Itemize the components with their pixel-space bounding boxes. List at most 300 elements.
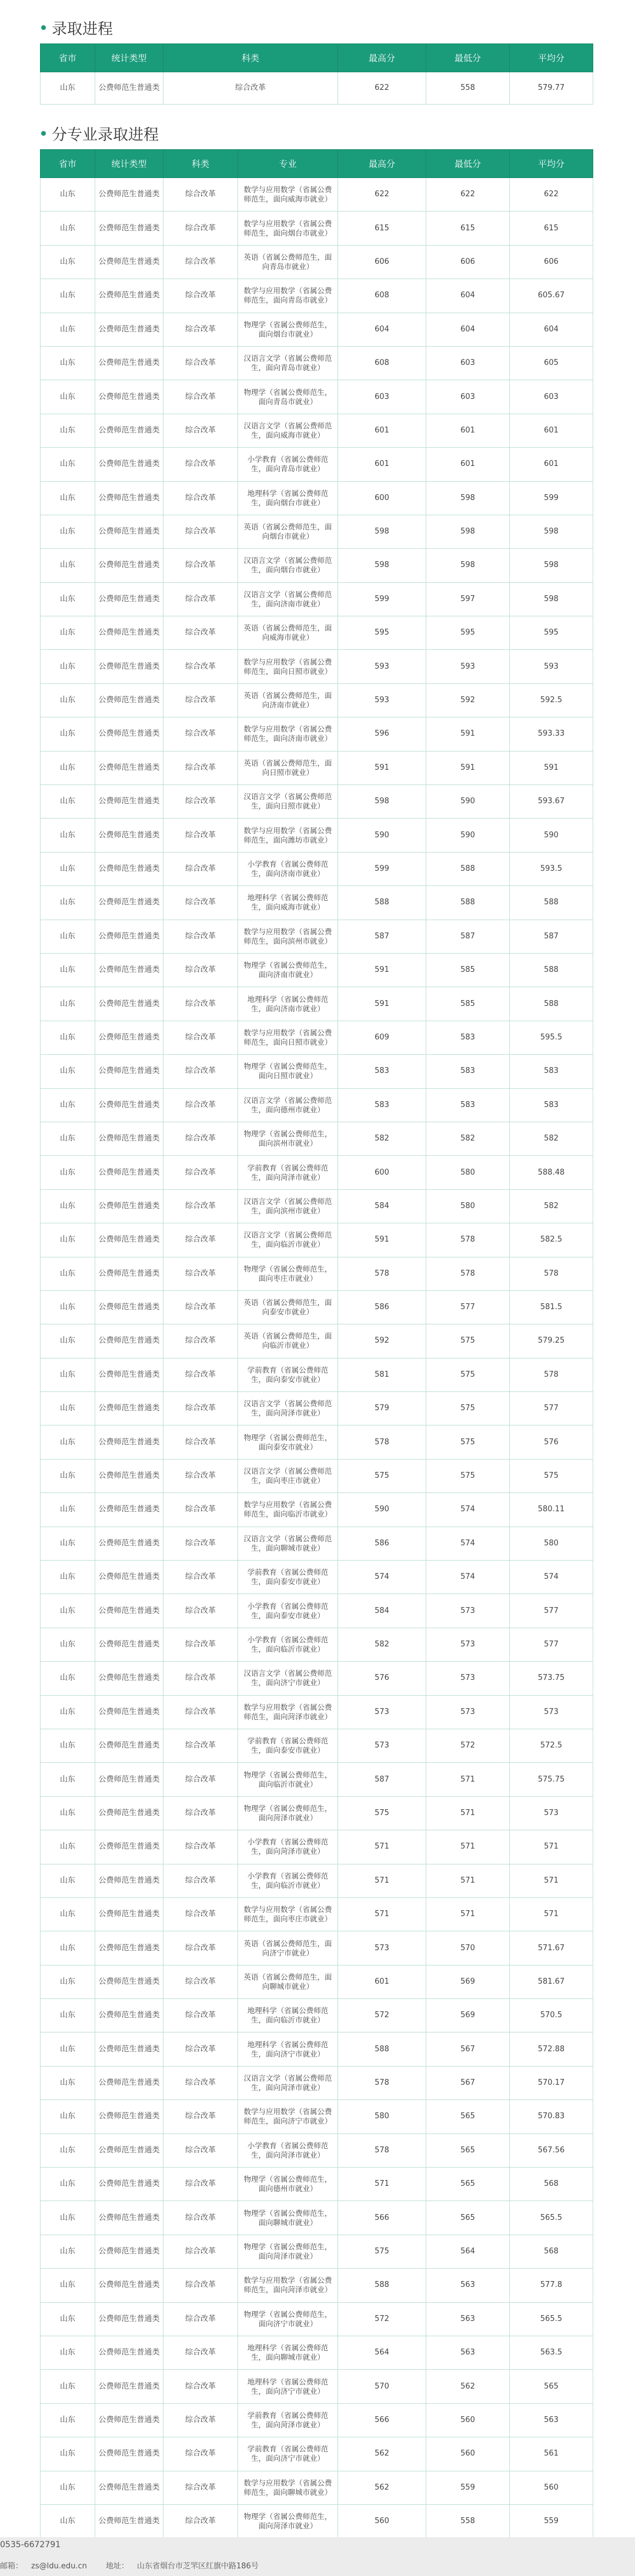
table-cell: 595 bbox=[426, 616, 510, 650]
table-cell: 583 bbox=[338, 1055, 426, 1088]
table-row bbox=[41, 2302, 593, 2336]
table-cell: 物理学（省属公费师范生，面向青岛市就业） bbox=[238, 380, 338, 414]
table-cell: 汉语言文学（省属公费师范生，面向菏泽市就业） bbox=[238, 1392, 338, 1425]
table-cell: 汉语言文学（省属公费师范生，面向聊城市就业） bbox=[238, 1527, 338, 1560]
table-cell: 山东 bbox=[41, 2201, 95, 2235]
table-cell: 603 bbox=[426, 346, 510, 380]
table-cell: 综合改革 bbox=[163, 178, 238, 212]
table-row bbox=[41, 1392, 593, 1425]
table-cell: 570.83 bbox=[510, 2100, 593, 2134]
table-cell: 公费师范生普通类 bbox=[95, 2370, 163, 2403]
table-cell: 综合改革 bbox=[163, 1358, 238, 1391]
table-row bbox=[41, 414, 593, 447]
table-cell: 公费师范生普通类 bbox=[95, 886, 163, 920]
table-cell: 数学与应用数学（省属公费师范生，面向威海市就业） bbox=[238, 178, 338, 212]
table-row bbox=[41, 2437, 593, 2471]
table-row bbox=[41, 650, 593, 683]
table-cell: 综合改革 bbox=[163, 1931, 238, 1965]
table-cell: 综合改革 bbox=[163, 683, 238, 717]
table-cell: 综合改革 bbox=[163, 1763, 238, 1796]
table-cell: 物理学（省属公费师范生，面向泰安市就业） bbox=[238, 1425, 338, 1459]
table-cell: 582 bbox=[510, 1189, 593, 1223]
table-row bbox=[41, 72, 593, 105]
email-label: 邮箱： bbox=[0, 2562, 24, 2571]
table-cell: 593 bbox=[510, 650, 593, 683]
table-cell: 573 bbox=[510, 1796, 593, 1830]
table-cell: 公费师范生普通类 bbox=[95, 2471, 163, 2504]
table-cell: 564 bbox=[338, 2336, 426, 2370]
table-cell: 公费师范生普通类 bbox=[95, 1055, 163, 1088]
table-cell: 公费师范生普通类 bbox=[95, 717, 163, 751]
table-row bbox=[41, 1662, 593, 1695]
table-cell: 综合改革 bbox=[163, 1459, 238, 1492]
table-row bbox=[41, 582, 593, 616]
table-cell: 571 bbox=[338, 1897, 426, 1931]
table-cell: 数学与应用数学（省属公费师范生，面向日照市就业） bbox=[238, 650, 338, 683]
table-cell: 587 bbox=[426, 920, 510, 953]
table-cell: 598 bbox=[338, 515, 426, 548]
table-cell: 综合改革 bbox=[163, 1965, 238, 1998]
table-cell: 603 bbox=[338, 380, 426, 414]
table-row bbox=[41, 1999, 593, 2032]
table-cell: 山东 bbox=[41, 1425, 95, 1459]
table-cell: 608 bbox=[338, 346, 426, 380]
table-cell: 593 bbox=[426, 650, 510, 683]
table-cell: 数学与应用数学（省属公费师范生，面向济宁市就业） bbox=[238, 2100, 338, 2134]
footer-email bbox=[0, 2562, 95, 2571]
table-cell: 数学与应用数学（省属公费师范生，面向聊城市就业） bbox=[238, 2471, 338, 2504]
table-cell: 公费师范生普通类 bbox=[95, 1931, 163, 1965]
table-cell: 山东 bbox=[41, 1324, 95, 1358]
table-cell: 573 bbox=[338, 1931, 426, 1965]
table-cell: 581.67 bbox=[510, 1965, 593, 1998]
table-cell: 576 bbox=[510, 1425, 593, 1459]
table-row bbox=[41, 1055, 593, 1088]
table-cell: 山东 bbox=[41, 1088, 95, 1122]
table-cell: 汉语言文学（省属公费师范生，面向济宁市就业） bbox=[238, 1662, 338, 1695]
table-cell: 公费师范生普通类 bbox=[95, 852, 163, 886]
table-cell: 小学教育（省属公费师范生，面向菏泽市就业） bbox=[238, 1830, 338, 1864]
table-cell: 575 bbox=[510, 1459, 593, 1492]
table-cell: 英语（省属公费师范生，面向济宁市就业） bbox=[238, 1931, 338, 1965]
table-row bbox=[41, 2168, 593, 2201]
table-cell: 591 bbox=[426, 717, 510, 751]
table-cell: 572.88 bbox=[510, 2032, 593, 2066]
table-cell: 综合改革 bbox=[163, 717, 238, 751]
table-cell: 公费师范生普通类 bbox=[95, 1088, 163, 1122]
table-cell: 山东 bbox=[41, 2032, 95, 2066]
table-cell: 563 bbox=[510, 2403, 593, 2437]
table-cell: 数学与应用数学（省属公费师范生，面向菏泽市就业） bbox=[238, 2269, 338, 2302]
table-cell: 578 bbox=[426, 1257, 510, 1290]
table-cell: 567 bbox=[426, 2066, 510, 2099]
table-cell: 公费师范生普通类 bbox=[95, 2066, 163, 2099]
table-cell: 山东 bbox=[41, 448, 95, 481]
table-cell: 山东 bbox=[41, 1864, 95, 1897]
table-cell: 598 bbox=[338, 549, 426, 582]
table-cell: 学前教育（省属公费师范生，面向泰安市就业） bbox=[238, 1561, 338, 1594]
table-cell: 565.5 bbox=[510, 2201, 593, 2235]
table-cell: 公费师范生普通类 bbox=[95, 346, 163, 380]
table-cell: 公费师范生普通类 bbox=[95, 448, 163, 481]
table-cell: 综合改革 bbox=[163, 1088, 238, 1122]
table-cell: 578 bbox=[510, 1358, 593, 1391]
table-cell: 604 bbox=[510, 313, 593, 346]
table-cell: 573 bbox=[426, 1662, 510, 1695]
table-cell: 小学教育（省属公费师范生，面向泰安市就业） bbox=[238, 1594, 338, 1628]
table-cell: 综合改革 bbox=[163, 72, 338, 105]
table-cell: 物理学（省属公费师范生，面向日照市就业） bbox=[238, 1055, 338, 1088]
table-cell: 571 bbox=[510, 1897, 593, 1931]
table-cell: 583 bbox=[510, 1088, 593, 1122]
table-cell: 山东 bbox=[41, 346, 95, 380]
table-row bbox=[41, 448, 593, 481]
column-header: 省市 bbox=[41, 150, 95, 178]
table-cell: 综合改革 bbox=[163, 279, 238, 313]
table-cell: 598 bbox=[510, 549, 593, 582]
table-row bbox=[41, 2235, 593, 2268]
table-cell: 571 bbox=[510, 1830, 593, 1864]
table-cell: 592.5 bbox=[510, 683, 593, 717]
table-cell: 综合改革 bbox=[163, 245, 238, 279]
table-cell: 565 bbox=[510, 2370, 593, 2403]
table-cell: 571 bbox=[426, 1864, 510, 1897]
table-cell: 593.33 bbox=[510, 717, 593, 751]
table-cell: 588 bbox=[338, 886, 426, 920]
table-cell: 582 bbox=[510, 1122, 593, 1155]
table-cell: 地理科学（省属公费师范生，面向济宁市就业） bbox=[238, 2032, 338, 2066]
table-cell: 622 bbox=[426, 178, 510, 212]
table-cell: 575 bbox=[426, 1425, 510, 1459]
table-cell: 公费师范生普通类 bbox=[95, 616, 163, 650]
table-row bbox=[41, 1931, 593, 1965]
table-cell: 591 bbox=[338, 1223, 426, 1257]
table-cell: 615 bbox=[426, 212, 510, 245]
table-cell: 公费师范生普通类 bbox=[95, 1763, 163, 1796]
table-cell: 综合改革 bbox=[163, 515, 238, 548]
table-cell: 公费师范生普通类 bbox=[95, 1628, 163, 1661]
table-cell: 573 bbox=[426, 1594, 510, 1628]
table-cell: 601 bbox=[510, 414, 593, 447]
table-cell: 山东 bbox=[41, 717, 95, 751]
table-cell: 582 bbox=[426, 1122, 510, 1155]
admission-progress-section bbox=[40, 12, 593, 105]
table-cell: 山东 bbox=[41, 1931, 95, 1965]
table-cell: 公费师范生普通类 bbox=[95, 1965, 163, 1998]
table-row bbox=[41, 987, 593, 1021]
table-cell: 物理学（省属公费师范生，面向烟台市就业） bbox=[238, 313, 338, 346]
table-cell: 567.56 bbox=[510, 2134, 593, 2167]
table-cell: 568 bbox=[510, 2235, 593, 2268]
table-cell: 609 bbox=[338, 1021, 426, 1054]
table-cell: 578 bbox=[426, 1223, 510, 1257]
table-cell: 山东 bbox=[41, 1459, 95, 1492]
table-cell: 570.17 bbox=[510, 2066, 593, 2099]
table-cell: 585 bbox=[426, 953, 510, 987]
table-cell: 英语（省属公费师范生，面向济南市就业） bbox=[238, 683, 338, 717]
table-cell: 592 bbox=[426, 683, 510, 717]
table-cell: 588 bbox=[426, 886, 510, 920]
table-cell: 571 bbox=[426, 1830, 510, 1864]
table-row bbox=[41, 1156, 593, 1189]
table-cell: 573 bbox=[338, 1695, 426, 1729]
table-cell: 综合改革 bbox=[163, 2504, 238, 2538]
table-cell: 591 bbox=[510, 751, 593, 784]
table-cell: 600 bbox=[338, 481, 426, 515]
table-row bbox=[41, 1864, 593, 1897]
table-cell: 山东 bbox=[41, 2100, 95, 2134]
table-cell: 560 bbox=[338, 2504, 426, 2538]
email-link[interactable]: zs@ldu.edu.cn bbox=[31, 2562, 87, 2571]
table-cell: 山东 bbox=[41, 920, 95, 953]
table-cell: 572 bbox=[338, 2302, 426, 2336]
bullet-dot-icon bbox=[41, 25, 46, 30]
table-cell: 586 bbox=[338, 1290, 426, 1324]
table-cell: 578 bbox=[338, 2066, 426, 2099]
table-cell: 603 bbox=[426, 380, 510, 414]
table-cell: 学前教育（省属公费师范生，面向泰安市就业） bbox=[238, 1729, 338, 1762]
table-cell: 公费师范生普通类 bbox=[95, 953, 163, 987]
table-cell: 601 bbox=[510, 448, 593, 481]
table-cell: 590 bbox=[426, 785, 510, 819]
table-cell: 公费师范生普通类 bbox=[95, 481, 163, 515]
column-header: 科类 bbox=[163, 150, 238, 178]
table-cell: 公费师范生普通类 bbox=[95, 987, 163, 1021]
admission-summary-table bbox=[40, 43, 593, 105]
table-row bbox=[41, 1088, 593, 1122]
table-cell: 577 bbox=[510, 1594, 593, 1628]
table-cell: 地理科学（省属公费师范生，面向济宁市就业） bbox=[238, 2370, 338, 2403]
table-cell: 公费师范生普通类 bbox=[95, 1594, 163, 1628]
table-cell: 577.8 bbox=[510, 2269, 593, 2302]
table-row bbox=[41, 1561, 593, 1594]
table-cell: 综合改革 bbox=[163, 616, 238, 650]
table-cell: 595.5 bbox=[510, 1021, 593, 1054]
table-row bbox=[41, 178, 593, 212]
table-cell: 公费师范生普通类 bbox=[95, 72, 163, 105]
table-cell: 571 bbox=[426, 1796, 510, 1830]
table-cell: 综合改革 bbox=[163, 1122, 238, 1155]
table-cell: 数学与应用数学（省属公费师范生，面向日照市就业） bbox=[238, 1021, 338, 1054]
table-cell: 公费师范生普通类 bbox=[95, 1493, 163, 1527]
table-cell: 山东 bbox=[41, 72, 95, 105]
table-cell: 578 bbox=[338, 1257, 426, 1290]
table-cell: 综合改革 bbox=[163, 2066, 238, 2099]
table-cell: 山东 bbox=[41, 2134, 95, 2167]
table-cell: 公费师范生普通类 bbox=[95, 515, 163, 548]
table-cell: 山东 bbox=[41, 1055, 95, 1088]
table-row bbox=[41, 313, 593, 346]
table-cell: 小学教育（省属公费师范生，面向临沂市就业） bbox=[238, 1864, 338, 1897]
table-header-row bbox=[41, 150, 593, 178]
table-cell: 汉语言文学（省属公费师范生，面向济南市就业） bbox=[238, 582, 338, 616]
table-cell: 601 bbox=[338, 414, 426, 447]
section-title bbox=[40, 12, 593, 43]
table-cell: 577 bbox=[510, 1392, 593, 1425]
table-row bbox=[41, 212, 593, 245]
table-cell: 573 bbox=[426, 1628, 510, 1661]
table-cell: 山东 bbox=[41, 1358, 95, 1391]
table-row bbox=[41, 279, 593, 313]
table-cell: 山东 bbox=[41, 2066, 95, 2099]
table-cell: 山东 bbox=[41, 1628, 95, 1661]
table-cell: 601 bbox=[426, 448, 510, 481]
table-row bbox=[41, 2066, 593, 2099]
table-cell: 物理学（省属公费师范生，面向枣庄市就业） bbox=[238, 1257, 338, 1290]
table-cell: 汉语言文学（省属公费师范生，面向枣庄市就业） bbox=[238, 1459, 338, 1492]
table-cell: 585 bbox=[426, 987, 510, 1021]
table-cell: 公费师范生普通类 bbox=[95, 279, 163, 313]
table-cell: 综合改革 bbox=[163, 2032, 238, 2066]
table-cell: 598 bbox=[510, 582, 593, 616]
table-cell: 575 bbox=[426, 1392, 510, 1425]
table-cell: 595 bbox=[338, 616, 426, 650]
table-cell: 571 bbox=[426, 1763, 510, 1796]
table-cell: 山东 bbox=[41, 751, 95, 784]
table-cell: 588 bbox=[510, 987, 593, 1021]
table-row bbox=[41, 2370, 593, 2403]
table-cell: 山东 bbox=[41, 1763, 95, 1796]
table-cell: 598 bbox=[426, 515, 510, 548]
table-cell: 公费师范生普通类 bbox=[95, 582, 163, 616]
table-cell: 综合改革 bbox=[163, 1796, 238, 1830]
table-cell: 数学与应用数学（省属公费师范生，面向潍坊市就业） bbox=[238, 819, 338, 852]
table-cell: 590 bbox=[426, 819, 510, 852]
table-cell: 599 bbox=[510, 481, 593, 515]
table-cell: 公费师范生普通类 bbox=[95, 751, 163, 784]
table-cell: 578 bbox=[338, 2134, 426, 2167]
table-cell: 山东 bbox=[41, 1122, 95, 1155]
table-cell: 566 bbox=[338, 2201, 426, 2235]
table-cell: 山东 bbox=[41, 279, 95, 313]
table-cell: 575 bbox=[338, 1796, 426, 1830]
table-cell: 615 bbox=[510, 212, 593, 245]
table-cell: 数学与应用数学（省属公费师范生，面向烟台市就业） bbox=[238, 212, 338, 245]
table-cell: 综合改革 bbox=[163, 1493, 238, 1527]
table-cell: 587 bbox=[338, 920, 426, 953]
table-cell: 英语（省属公费师范生，面向泰安市就业） bbox=[238, 1290, 338, 1324]
footer-address bbox=[106, 2562, 267, 2571]
table-cell: 公费师范生普通类 bbox=[95, 1257, 163, 1290]
table-cell: 581.5 bbox=[510, 1290, 593, 1324]
table-cell: 580 bbox=[510, 1527, 593, 1560]
table-cell: 公费师范生普通类 bbox=[95, 1561, 163, 1594]
table-cell: 598 bbox=[426, 549, 510, 582]
table-cell: 570 bbox=[338, 2370, 426, 2403]
table-cell: 学前教育（省属公费师范生，面向菏泽市就业） bbox=[238, 1156, 338, 1189]
table-cell: 574 bbox=[338, 1561, 426, 1594]
table-cell: 综合改革 bbox=[163, 2201, 238, 2235]
table-cell: 山东 bbox=[41, 616, 95, 650]
table-row bbox=[41, 1358, 593, 1391]
table-cell: 584 bbox=[338, 1189, 426, 1223]
table-cell: 573 bbox=[426, 1695, 510, 1729]
table-cell: 598 bbox=[426, 481, 510, 515]
table-cell: 数学与应用数学（省属公费师范生，面向济南市就业） bbox=[238, 717, 338, 751]
table-cell: 公费师范生普通类 bbox=[95, 1796, 163, 1830]
table-cell: 小学教育（省属公费师范生，面向济南市就业） bbox=[238, 852, 338, 886]
table-cell: 综合改革 bbox=[163, 380, 238, 414]
table-cell: 山东 bbox=[41, 1897, 95, 1931]
table-cell: 山东 bbox=[41, 1662, 95, 1695]
table-row bbox=[41, 1594, 593, 1628]
table-cell: 物理学（省属公费师范生，面向滨州市就业） bbox=[238, 1122, 338, 1155]
table-cell: 数学与应用数学（省属公费师范生，面向临沂市就业） bbox=[238, 1493, 338, 1527]
table-cell: 公费师范生普通类 bbox=[95, 212, 163, 245]
table-cell: 数学与应用数学（省属公费师范生，面向滨州市就业） bbox=[238, 920, 338, 953]
table-cell: 数学与应用数学（省属公费师范生，面向枣庄市就业） bbox=[238, 1897, 338, 1931]
table-cell: 604 bbox=[338, 313, 426, 346]
table-row bbox=[41, 2336, 593, 2370]
table-cell: 综合改革 bbox=[163, 1425, 238, 1459]
table-cell: 公费师范生普通类 bbox=[95, 819, 163, 852]
table-cell: 576 bbox=[338, 1662, 426, 1695]
table-cell: 559 bbox=[426, 2471, 510, 2504]
table-cell: 578 bbox=[338, 1425, 426, 1459]
major-admission-section bbox=[40, 118, 593, 2538]
table-cell: 山东 bbox=[41, 2504, 95, 2538]
table-cell: 学前教育（省属公费师范生，面向菏泽市就业） bbox=[238, 2403, 338, 2437]
table-cell: 591 bbox=[338, 987, 426, 1021]
table-cell: 596 bbox=[338, 717, 426, 751]
table-row bbox=[41, 346, 593, 380]
table-cell: 山东 bbox=[41, 2471, 95, 2504]
table-cell: 575 bbox=[338, 2235, 426, 2268]
table-cell: 综合改革 bbox=[163, 1021, 238, 1054]
table-cell: 山东 bbox=[41, 2437, 95, 2471]
major-admission-table bbox=[40, 149, 593, 2538]
address-text: 山东省烟台市芝罘区红旗中路186号 bbox=[137, 2562, 259, 2571]
table-cell: 563 bbox=[426, 2336, 510, 2370]
table-cell: 571 bbox=[510, 1864, 593, 1897]
table-cell: 综合改革 bbox=[163, 448, 238, 481]
table-cell: 山东 bbox=[41, 1392, 95, 1425]
table-cell: 公费师范生普通类 bbox=[95, 1392, 163, 1425]
column-header: 最低分 bbox=[426, 150, 510, 178]
table-cell: 综合改革 bbox=[163, 1223, 238, 1257]
table-cell: 数学与应用数学（省属公费师范生，面向青岛市就业） bbox=[238, 279, 338, 313]
table-row bbox=[41, 1527, 593, 1560]
table-cell: 综合改革 bbox=[163, 1999, 238, 2032]
table-row bbox=[41, 953, 593, 987]
table-cell: 公费师范生普通类 bbox=[95, 2403, 163, 2437]
table-header-row bbox=[41, 44, 593, 72]
table-cell: 571 bbox=[338, 2168, 426, 2201]
table-cell: 公费师范生普通类 bbox=[95, 2437, 163, 2471]
table-cell: 560 bbox=[426, 2403, 510, 2437]
table-cell: 590 bbox=[338, 1493, 426, 1527]
table-cell: 山东 bbox=[41, 987, 95, 1021]
table-cell: 588.48 bbox=[510, 1156, 593, 1189]
table-cell: 558 bbox=[426, 2504, 510, 2538]
table-cell: 综合改革 bbox=[163, 2100, 238, 2134]
table-cell: 综合改革 bbox=[163, 2471, 238, 2504]
table-row bbox=[41, 819, 593, 852]
table-cell: 山东 bbox=[41, 1965, 95, 1998]
table-cell: 583 bbox=[338, 1088, 426, 1122]
table-cell: 573.75 bbox=[510, 1662, 593, 1695]
table-cell: 山东 bbox=[41, 683, 95, 717]
table-cell: 英语（省属公费师范生，面向威海市就业） bbox=[238, 616, 338, 650]
bullet-dot-icon bbox=[41, 131, 46, 136]
table-cell: 公费师范生普通类 bbox=[95, 1459, 163, 1492]
table-row bbox=[41, 2100, 593, 2134]
table-cell: 公费师范生普通类 bbox=[95, 1662, 163, 1695]
table-cell: 英语（省属公费师范生，面向烟台市就业） bbox=[238, 515, 338, 548]
table-cell: 山东 bbox=[41, 2302, 95, 2336]
table-row bbox=[41, 1695, 593, 1729]
table-cell: 山东 bbox=[41, 650, 95, 683]
